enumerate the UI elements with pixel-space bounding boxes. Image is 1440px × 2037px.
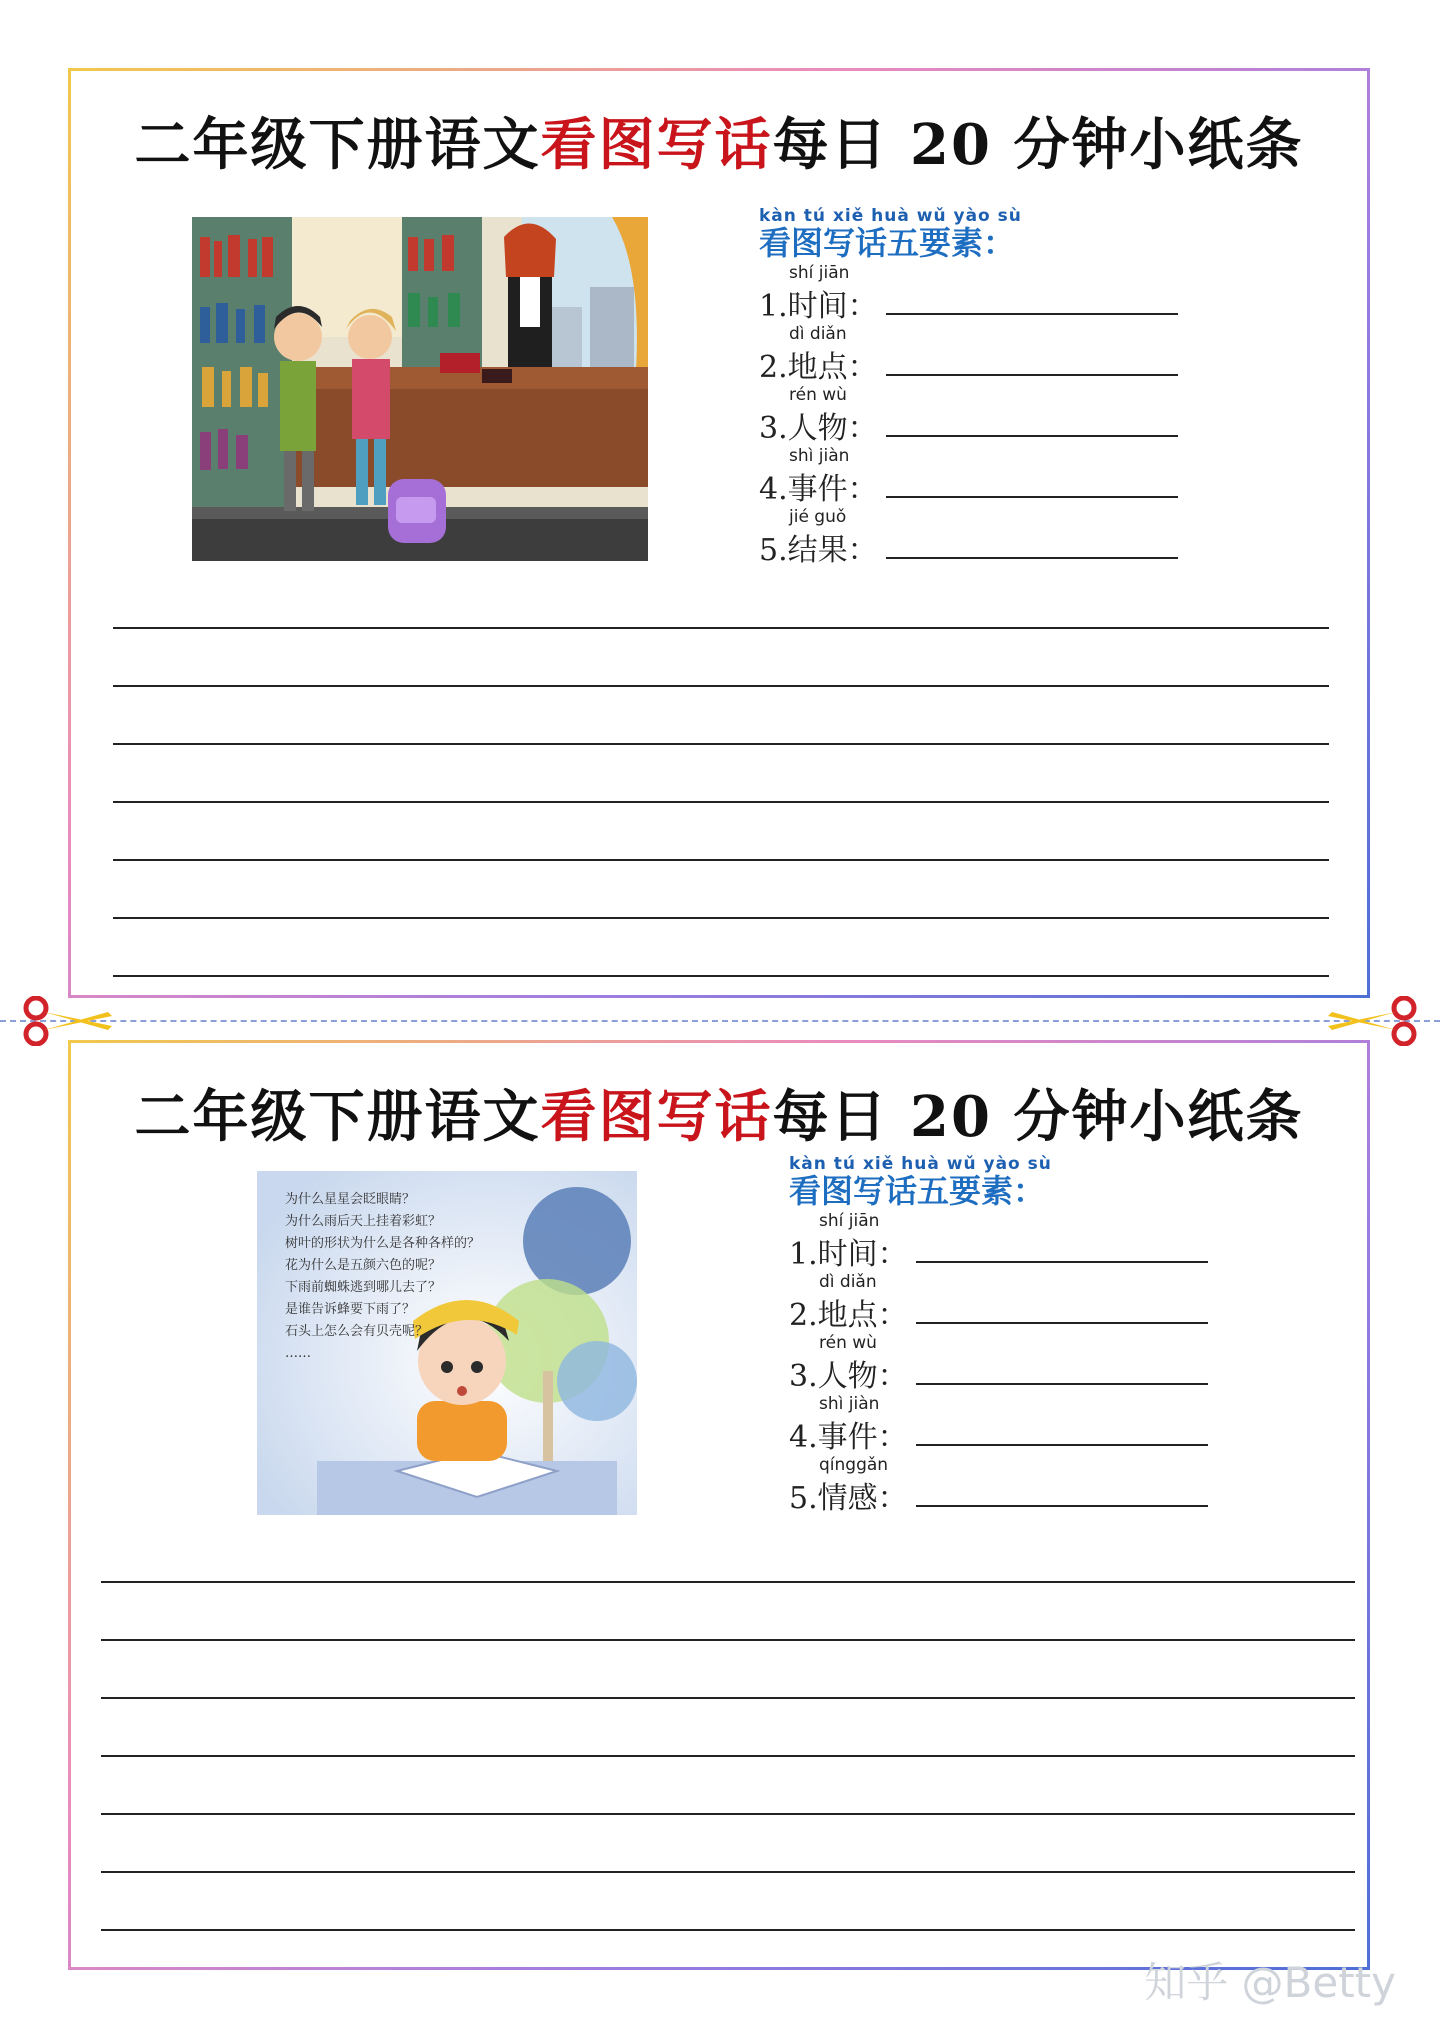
- curious-boy-illustration: [257, 1171, 637, 1515]
- picture-questions: 为什么星星会眨眼睛？ 为什么雨后天上挂着彩虹？ 树叶的形状为什么是各种各样的？ 花为什么是五颜六色的呢？ 下雨前蜘蛛逃到哪儿去了？ 是谁告诉蜂要下雨了？ 石头上怎么会有贝壳呢？ ……: [285, 1192, 481, 1361]
- writing-line[interactable]: [113, 801, 1329, 803]
- element-row-time: shí jiān 1.时间：: [789, 1209, 1219, 1270]
- writing-line[interactable]: [113, 627, 1329, 629]
- fill-blank-event[interactable]: [886, 496, 1178, 498]
- card-title: 二年级下册语文看图写话每日 20 分钟小纸条: [134, 1084, 1304, 1150]
- writing-line[interactable]: [101, 1639, 1355, 1641]
- five-elements-panel: [759, 207, 1189, 566]
- watermark: 知乎 @Betty: [1144, 1958, 1396, 2007]
- elements-heading: 看图写话五要素：: [789, 1172, 1046, 1210]
- writing-card-1: [68, 68, 1370, 998]
- elements-pinyin: kàn tú xiě huà wǔ yào sù: [789, 1154, 1052, 1174]
- writing-line[interactable]: [101, 1929, 1355, 1931]
- scissors-icon: [22, 996, 114, 1046]
- five-elements-panel: [789, 1155, 1219, 1514]
- fill-blank-people[interactable]: [886, 435, 1178, 437]
- fill-blank-place[interactable]: [916, 1322, 1208, 1324]
- writing-line[interactable]: [101, 1871, 1355, 1873]
- writing-card-2: [68, 1040, 1370, 1970]
- writing-line[interactable]: [101, 1581, 1355, 1583]
- element-row-place: dì diǎn 2.地点：: [789, 1270, 1219, 1331]
- element-row-feeling: qínggǎn 5.情感：: [789, 1453, 1219, 1514]
- element-row-event: shì jiàn 4.事件：: [789, 1392, 1219, 1453]
- writing-line[interactable]: [113, 975, 1329, 977]
- elements-pinyin: kàn tú xiě huà wǔ yào sù: [759, 206, 1022, 226]
- writing-line[interactable]: [101, 1813, 1355, 1815]
- title-highlight: 看图写话: [540, 1084, 773, 1150]
- writing-line[interactable]: [113, 859, 1329, 861]
- fill-blank-feeling[interactable]: [916, 1505, 1208, 1507]
- element-row-people: rén wù 3.人物：: [759, 383, 1189, 444]
- fill-blank-place[interactable]: [886, 374, 1178, 376]
- writing-line[interactable]: [101, 1755, 1355, 1757]
- fill-blank-time[interactable]: [916, 1261, 1208, 1263]
- element-row-time: shí jiān 1.时间：: [759, 261, 1189, 322]
- title-highlight: 看图写话: [540, 112, 773, 178]
- library-illustration: [192, 217, 648, 561]
- fill-blank-time[interactable]: [886, 313, 1178, 315]
- elements-heading: 看图写话五要素：: [759, 224, 1016, 262]
- fill-blank-event[interactable]: [916, 1444, 1208, 1446]
- fill-blank-people[interactable]: [916, 1383, 1208, 1385]
- writing-line[interactable]: [113, 917, 1329, 919]
- scissors-icon: [1326, 996, 1418, 1046]
- element-row-people: rén wù 3.人物：: [789, 1331, 1219, 1392]
- writing-line[interactable]: [113, 685, 1329, 687]
- element-row-event: shì jiàn 4.事件：: [759, 444, 1189, 505]
- element-row-result: jié guǒ 5.结果：: [759, 505, 1189, 566]
- writing-line[interactable]: [113, 743, 1329, 745]
- element-row-place: dì diǎn 2.地点：: [759, 322, 1189, 383]
- card-title: 二年级下册语文看图写话每日 20 分钟小纸条: [134, 112, 1304, 178]
- writing-line[interactable]: [101, 1697, 1355, 1699]
- cut-line: [0, 1020, 1440, 1022]
- fill-blank-result[interactable]: [886, 557, 1178, 559]
